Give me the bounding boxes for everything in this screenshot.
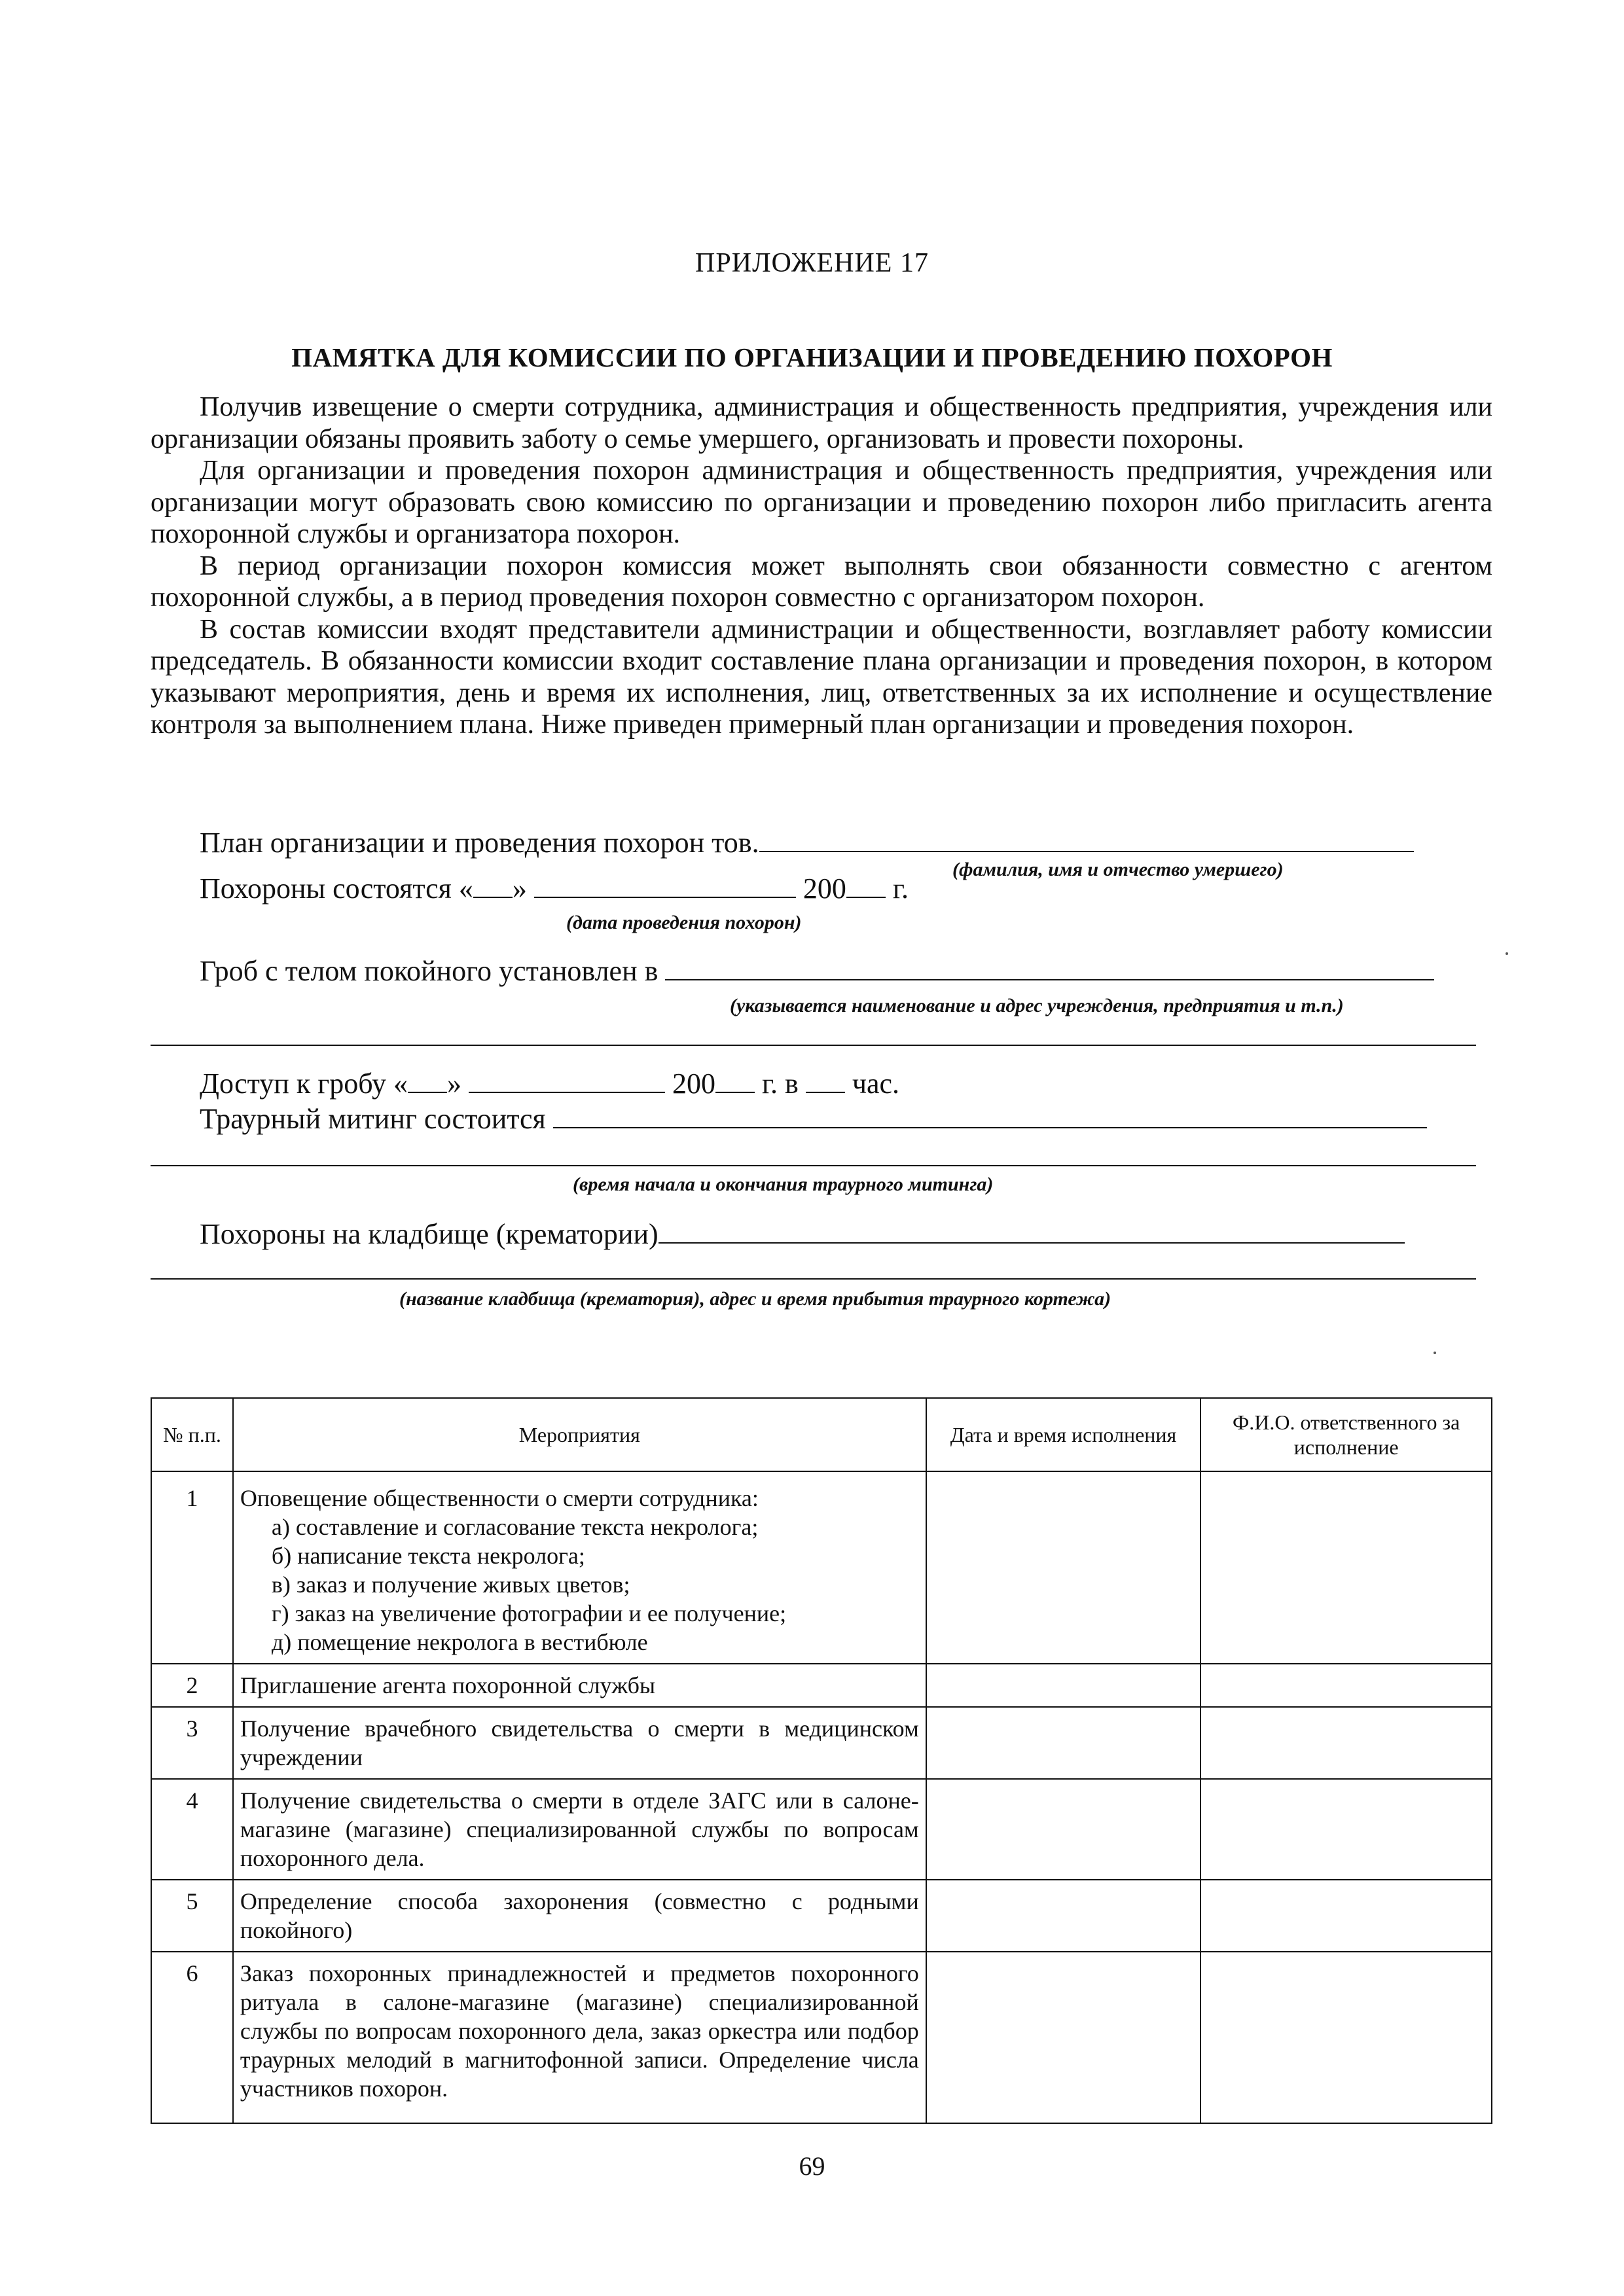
scan-speck: [1506, 952, 1508, 955]
row-activity: Определение способа захоронения (совместно с родными покойного): [233, 1880, 926, 1952]
row-activity: Получение свидетельства о смерти в отделе ЗАГС или в салоне-магазине (магазине) специализированной службы по вопросам похоронного дела.: [233, 1779, 926, 1880]
row-responsible-cell[interactable]: [1200, 1779, 1492, 1880]
access-month-field[interactable]: [469, 1068, 665, 1093]
appendix-label: ПРИЛОЖЕНИЕ 17: [695, 248, 929, 278]
quote-open: «: [393, 1067, 408, 1100]
paragraph: Получив извещение о смерти сотрудника, администрация и общественность предприятия, учреждения или организации обязаны проявить заботу о семье умершего, организовать и провести похороны.: [151, 392, 1492, 454]
coffin-location-line-2[interactable]: [151, 1045, 1476, 1046]
row-activity: Получение врачебного свидетельства о смерти в медицинском учреждении: [233, 1707, 926, 1779]
coffin-location-field[interactable]: [665, 956, 1434, 980]
funeral-plan-table: [151, 1397, 1492, 2124]
table-row: [151, 1779, 1492, 1880]
funeral-caption: (дата проведения похорон): [566, 912, 802, 933]
row-responsible-cell[interactable]: [1200, 1880, 1492, 1952]
paragraph: В состав комиссии входят представители администрации и общественности, возглавляет работу комиссии председатель. В обязанности комиссии входит составление плана организации и проведения похорон, в котором указывают мероприятия, день и время их исполнения, лиц, ответственных за их исполнение и осуществление контроля за выполнением плана. Ниже приведен примерный план организации и проведения похорон.: [151, 614, 1492, 740]
rally-time-field[interactable]: [553, 1103, 1427, 1128]
table-row: [151, 1664, 1492, 1707]
access-row: [200, 1067, 899, 1100]
row-datetime-cell[interactable]: [926, 1952, 1201, 2123]
cemetery-caption: (название кладбища (крематория), адрес и время прибытия траурного кортежа): [399, 1288, 1111, 1310]
header-num: № п.п.: [151, 1398, 233, 1471]
row-num: 3: [151, 1707, 233, 1779]
table-row: [151, 1471, 1492, 1664]
plan-caption: (фамилия, имя и отчество умершего): [952, 859, 1284, 880]
year-prefix: 200: [672, 1067, 715, 1100]
row-num: 4: [151, 1779, 233, 1880]
document-title: ПАМЯТКА ДЛЯ КОМИССИИ ПО ОРГАНИЗАЦИИ И ПРОВЕДЕНИЮ ПОХОРОН: [291, 342, 1333, 372]
row-datetime-cell[interactable]: [926, 1707, 1201, 1779]
row-datetime-cell[interactable]: [926, 1664, 1201, 1707]
rally-time-line-2[interactable]: [151, 1165, 1476, 1166]
rally-label: Траурный митинг состоится: [200, 1103, 546, 1135]
table-row: [151, 1707, 1492, 1779]
coffin-caption: (указывается наименование и адрес учреждения, предприятия и т.п.): [730, 995, 1344, 1016]
row-responsible-cell[interactable]: [1200, 1952, 1492, 2123]
deceased-name-field[interactable]: [759, 827, 1414, 852]
row-datetime-cell[interactable]: [926, 1880, 1201, 1952]
access-hour-field[interactable]: [806, 1068, 845, 1093]
row-datetime-cell[interactable]: [926, 1779, 1201, 1880]
funeral-year-field[interactable]: [846, 873, 886, 898]
quote-open: «: [458, 872, 473, 905]
table-row: [151, 1880, 1492, 1952]
row-num: 6: [151, 1952, 233, 2123]
year-suffix: г.: [892, 872, 909, 905]
row-num: 2: [151, 1664, 233, 1707]
scan-speck: [1434, 1352, 1436, 1354]
row-subitem: г) заказ на увеличение фотографии и ее получение;: [271, 1600, 787, 1626]
access-in-label: г. в: [761, 1067, 799, 1100]
header-activity: Мероприятия: [233, 1398, 926, 1471]
cemetery-field[interactable]: [659, 1219, 1405, 1244]
row-responsible-cell[interactable]: [1200, 1471, 1492, 1664]
paragraph: В период организации похорон комиссия может выполнять свои обязанности совместно с агентом похоронной службы, а в период проведения похорон совместно с организатором похорон.: [151, 550, 1492, 613]
funeral-month-field[interactable]: [534, 873, 796, 898]
plan-row: [200, 826, 1414, 859]
access-day-field[interactable]: [408, 1068, 447, 1093]
year-prefix: 200: [803, 872, 846, 905]
row-num: 1: [151, 1471, 233, 1664]
access-label: Доступ к гробу: [200, 1067, 386, 1100]
page-number: 69: [799, 2151, 825, 2181]
plan-label: План организации и проведения похорон тов.: [200, 827, 759, 859]
coffin-label: Гроб с телом покойного установлен в: [200, 955, 659, 987]
quote-close: »: [512, 872, 527, 905]
cemetery-label: Похороны на кладбище (крематории): [200, 1218, 659, 1250]
body-text: [151, 391, 1492, 741]
cemetery-row: [200, 1217, 1405, 1251]
access-year-field[interactable]: [715, 1068, 755, 1093]
rally-caption: (время начала и окончания траурного митинга): [573, 1174, 994, 1195]
quote-close: »: [446, 1067, 461, 1100]
paragraph: Для организации и проведения похорон администрация и общественность предприятия, учреждения или организации могут образовать свою комиссию по организации и проведению похорон либо пригласить агента похоронной службы и организатора похорон.: [151, 456, 1492, 549]
row-activity: Заказ похоронных принадлежностей и предметов похоронного ритуала в салоне-магазине (магазине) специализированной службы по вопросам похоронного дела, заказ оркестра или подбор траурных мелодий в магнитофонной записи. Определение числа участников похорон.: [233, 1952, 926, 2123]
table-header-row: [151, 1398, 1492, 1471]
funeral-label: Похороны состоятся: [200, 872, 452, 905]
row-subitem: в) заказ и получение живых цветов;: [271, 1571, 630, 1598]
row-subitem: а) составление и согласование текста некролога;: [271, 1514, 759, 1540]
row-activity: [233, 1471, 926, 1664]
cemetery-line-2[interactable]: [151, 1278, 1476, 1280]
row-activity-text: Оповещение общественности о смерти сотрудника:: [240, 1485, 759, 1511]
row-responsible-cell[interactable]: [1200, 1707, 1492, 1779]
row-subitem: б) написание текста некролога;: [271, 1543, 585, 1569]
access-hour-label: час.: [852, 1067, 900, 1100]
rally-row: [200, 1102, 1427, 1136]
row-activity: Приглашение агента похоронной службы: [233, 1664, 926, 1707]
coffin-row: [200, 954, 1434, 988]
row-num: 5: [151, 1880, 233, 1952]
row-subitem: д) помещение некролога в вестибюле: [271, 1629, 648, 1655]
funeral-day-field[interactable]: [473, 873, 513, 898]
header-datetime: Дата и время исполнения: [926, 1398, 1201, 1471]
funeral-date-row: [200, 872, 909, 905]
row-responsible-cell[interactable]: [1200, 1664, 1492, 1707]
row-datetime-cell[interactable]: [926, 1471, 1201, 1664]
table-row: [151, 1952, 1492, 2123]
header-responsible: Ф.И.О. ответственного за исполнение: [1200, 1398, 1492, 1471]
